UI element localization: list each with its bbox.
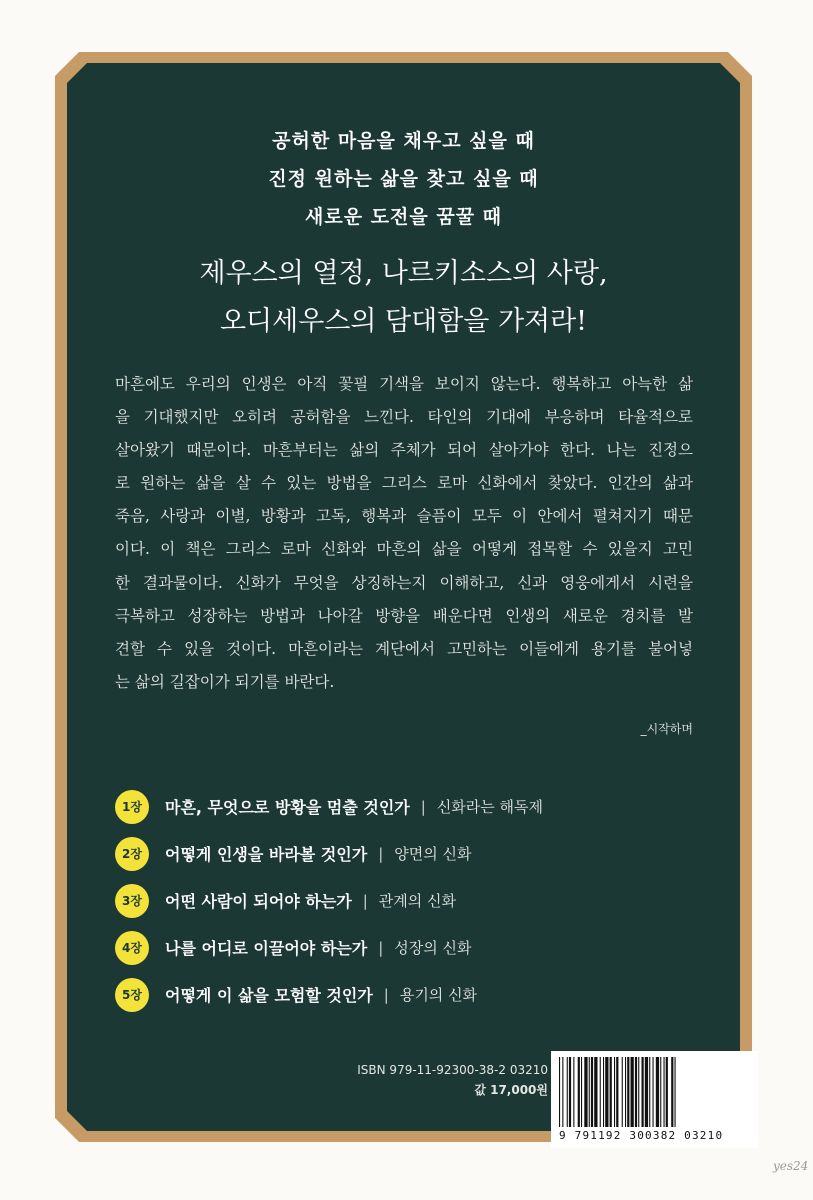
chapter-title: 어떻게 인생을 바라볼 것인가: [165, 845, 368, 864]
chapter-subtitle: 양면의 신화: [394, 845, 472, 863]
chapter-badge: 4장: [115, 931, 149, 965]
chapter-title: 나를 어디로 이끌어야 하는가: [165, 939, 368, 958]
chapter-title: 어떤 사람이 되어야 하는가: [165, 892, 352, 911]
barcode: [551, 1051, 758, 1148]
body-line: 죽음, 사랑과 이별, 방황과 고독, 행복과 슬픔이 모두 이 안에서 펼쳐지기 때문: [115, 507, 693, 526]
intro-line: 새로운 도전을 꿈꿀 때: [304, 206, 503, 228]
chapter-separator: |: [420, 797, 426, 816]
chapter-separator: |: [378, 938, 384, 957]
body-line: 살아왔기 때문이다. 마흔부터는 삶의 주체가 되어 살아가야 한다. 나는 진정으: [115, 441, 693, 460]
chapter-subtitle: 신화라는 해독제: [436, 798, 544, 816]
body-paragraph: [115, 368, 693, 699]
intro-line: 진정 원하는 삶을 찾고 싶을 때: [268, 168, 539, 190]
intro-line: 공허한 마음을 채우고 싶을 때: [272, 130, 535, 152]
body-line: 는 삶의 길잡이가 되기를 바란다.: [115, 672, 335, 691]
chapter-list: [115, 783, 715, 1018]
body-line: 견할 수 있을 것이다. 마흔이라는 계단에서 고민하는 이들에게 용기를 불어넣: [115, 639, 693, 658]
chapter-item: [115, 830, 715, 877]
chapter-item: [115, 783, 715, 830]
body-line: 을 기대했지만 오히려 공허함을 느낀다. 타인의 기대에 부응하며 타율적으로: [115, 408, 693, 427]
chapter-separator: |: [362, 891, 368, 910]
chapter-title: 마흔, 무엇으로 방황을 멈출 것인가: [165, 798, 410, 817]
chapter-badge: 2장: [115, 837, 149, 871]
watermark: yes24: [773, 1159, 809, 1173]
chapter-subtitle: 용기의 신화: [399, 986, 478, 1004]
isbn-block: [300, 1060, 548, 1100]
barcode-digits: 9 791192 300382 03210: [559, 1129, 724, 1142]
signature: _시작하며: [640, 722, 693, 736]
headline-line: 오디세우스의 담대함을 가져라!: [219, 306, 588, 337]
chapter-item: [115, 971, 715, 1018]
intro-block: [67, 122, 740, 236]
chapter-item: [115, 877, 715, 924]
chapter-separator: |: [378, 844, 384, 863]
chapter-separator: |: [383, 985, 389, 1004]
body-line: 극복하고 성장하는 방법과 나아갈 방향을 배운다면 인생의 새로운 경치를 발: [115, 606, 693, 625]
chapter-badge: 1장: [115, 790, 149, 824]
chapter-item: [115, 924, 715, 971]
body-line: 마흔에도 우리의 인생은 아직 꽃필 기색을 보이지 않는다. 행복하고 아늑한 삶: [115, 375, 693, 393]
body-line: 로 원하는 삶을 살 수 있는 방법을 그리스 로마 신화에서 찾았다. 인간의 삶과: [115, 474, 693, 493]
chapter-subtitle: 성장의 신화: [394, 939, 472, 957]
chapter-subtitle: 관계의 신화: [378, 892, 457, 910]
chapter-badge: 5장: [115, 978, 149, 1012]
isbn-text: ISBN 979-11-92300-38-2 03210: [357, 1063, 548, 1077]
body-line: 이다. 이 책은 그리스 로마 신화와 마흔의 삶을 어떻게 접목할 수 있을지 고민: [115, 540, 693, 559]
chapter-badge: 3장: [115, 884, 149, 918]
chapter-title: 어떻게 이 삶을 모험할 것인가: [165, 986, 373, 1005]
body-line: 한 결과물이다. 신화가 무엇을 상징하는지 이해하고, 신과 영웅에게서 시련을: [115, 573, 693, 592]
barcode-bars: [559, 1057, 751, 1127]
headline: [67, 250, 740, 346]
headline-line: 제우스의 열정, 나르키소스의 사랑,: [199, 258, 608, 289]
price-text: 값 17,000원: [474, 1083, 548, 1097]
